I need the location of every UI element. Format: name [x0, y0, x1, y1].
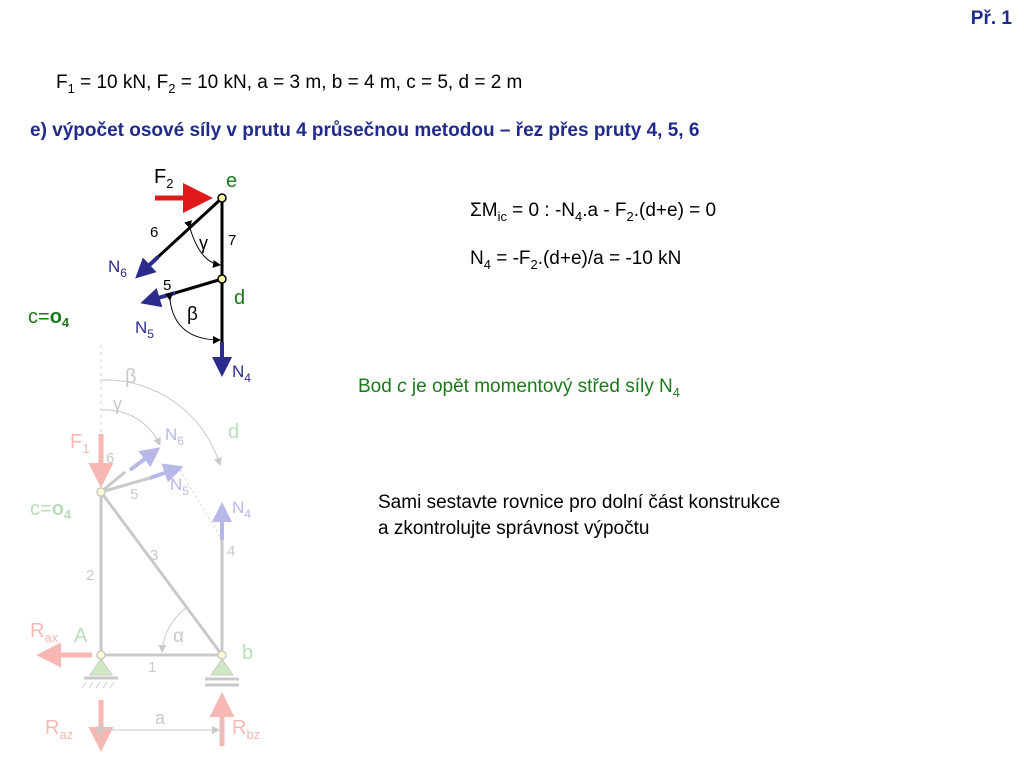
moment-symbol: M	[481, 200, 498, 221]
bar-3	[101, 492, 222, 655]
lower-N5-label: $N_5$	[170, 475, 189, 498]
force-N6-arrow	[130, 452, 154, 470]
eq1-f-subscript: 2	[626, 208, 634, 224]
upper-bar7-label: 7	[228, 232, 237, 249]
diagonal-dotted-guide	[180, 470, 222, 540]
f2-symbol: F	[156, 72, 169, 93]
upper-structure	[28, 166, 251, 385]
upper-node-d-label: d	[234, 287, 246, 309]
node-b	[218, 651, 226, 659]
upper-N5-label: $N_5$	[135, 318, 154, 341]
upper-N4-label: $N_4$	[232, 362, 251, 385]
f2-and-dimensions: = 10 kN, a = 3 m, b = 4 m, c = 5, d = 2 m	[175, 72, 523, 93]
note1-italic-c: c	[397, 376, 407, 397]
upper-beta-label: β	[187, 304, 198, 325]
lower-c-label: $c=o_4$	[30, 498, 72, 522]
upper-c-label: $c=o_4$	[28, 306, 70, 330]
lower-node-A-label: A	[74, 625, 88, 647]
eq1-part3: .(d+e) = 0	[633, 200, 717, 221]
f1-subscript: 1	[67, 80, 75, 96]
f1-symbol: F	[56, 72, 68, 93]
gamma-arc-faded	[101, 410, 160, 445]
node-A	[97, 651, 105, 659]
upper-F2-label: $F_2$	[154, 166, 174, 191]
f1-value: = 10 kN,	[74, 72, 157, 93]
lower-gamma-label: γ	[113, 394, 122, 414]
eq2-part2: .(d+e)/a = -10 kN	[537, 248, 682, 269]
lower-structure-faded	[30, 345, 260, 746]
lower-beta-label: β	[125, 366, 137, 388]
lower-bar5-label: 5	[130, 486, 139, 503]
upper-N6-label: $N_6$	[108, 257, 127, 280]
lower-node-d-label: d	[228, 421, 240, 443]
f2-subscript: 2	[168, 80, 176, 96]
eq1-part1: = 0 : -N	[506, 200, 576, 221]
support-A	[82, 659, 118, 688]
lower-Raz-label: $R_{az}$	[45, 717, 74, 742]
lower-F1-label: $F_1$	[70, 431, 90, 456]
support-b	[205, 659, 239, 685]
lower-N6-label: $N_6$	[165, 425, 184, 448]
slide-number: Př. 1	[970, 8, 1012, 29]
lower-Rax-label: $R_{ax}$	[30, 620, 59, 645]
lower-N4-label: $N_4$	[232, 498, 251, 521]
moment-subscript: ic	[497, 208, 507, 224]
upper-gamma-label: γ	[199, 233, 208, 253]
node-d	[218, 275, 226, 283]
note1-before: Bod	[358, 376, 398, 397]
lower-bar2-label: 2	[86, 567, 95, 584]
lower-Rbz-label: $R_{bz}$	[232, 717, 261, 742]
exercise-note-line1: Sami sestavte rovnice pro dolní část konstrukce	[378, 492, 781, 513]
eq1-part2: .a - F	[582, 200, 627, 221]
upper-bar6-label: 6	[150, 224, 159, 241]
eq1-n-subscript: 4	[575, 208, 583, 224]
task-heading: e) výpočet osové síly v prutu 4 průsečnou metodou – řez přes pruty 4, 5, 6	[30, 120, 700, 141]
force-N5-arrow	[148, 293, 175, 301]
force-N6-arrow	[141, 257, 158, 273]
eq2-n-subscript: 4	[483, 256, 491, 272]
note1-after: je opět momentový střed síly N	[406, 376, 673, 397]
bar-5	[175, 279, 222, 293]
note1-subscript: 4	[672, 384, 680, 400]
node-e	[218, 194, 226, 202]
exercise-note-line2: a zkontrolujte správnost výpočtu	[378, 518, 650, 539]
eq2-n: N	[470, 248, 484, 269]
eq2-part1: = -F	[490, 248, 531, 269]
dimension-a-label: a	[155, 708, 166, 728]
lower-bar1-label: 1	[148, 659, 157, 676]
node-c	[97, 488, 105, 496]
eq2-f-subscript: 2	[530, 256, 538, 272]
lower-alpha-label: α	[173, 626, 184, 647]
beta-arc-faded	[101, 380, 220, 465]
lower-bar3-label: 3	[150, 547, 159, 564]
upper-node-e-label: e	[226, 170, 238, 192]
lower-node-b-label: b	[242, 642, 254, 664]
sigma-symbol: Σ	[470, 200, 482, 221]
upper-bar5-label: 5	[163, 277, 172, 294]
lower-bar4-label: 4	[227, 543, 236, 560]
lower-bar6-label: 6	[106, 450, 115, 467]
bar-6	[158, 198, 222, 257]
